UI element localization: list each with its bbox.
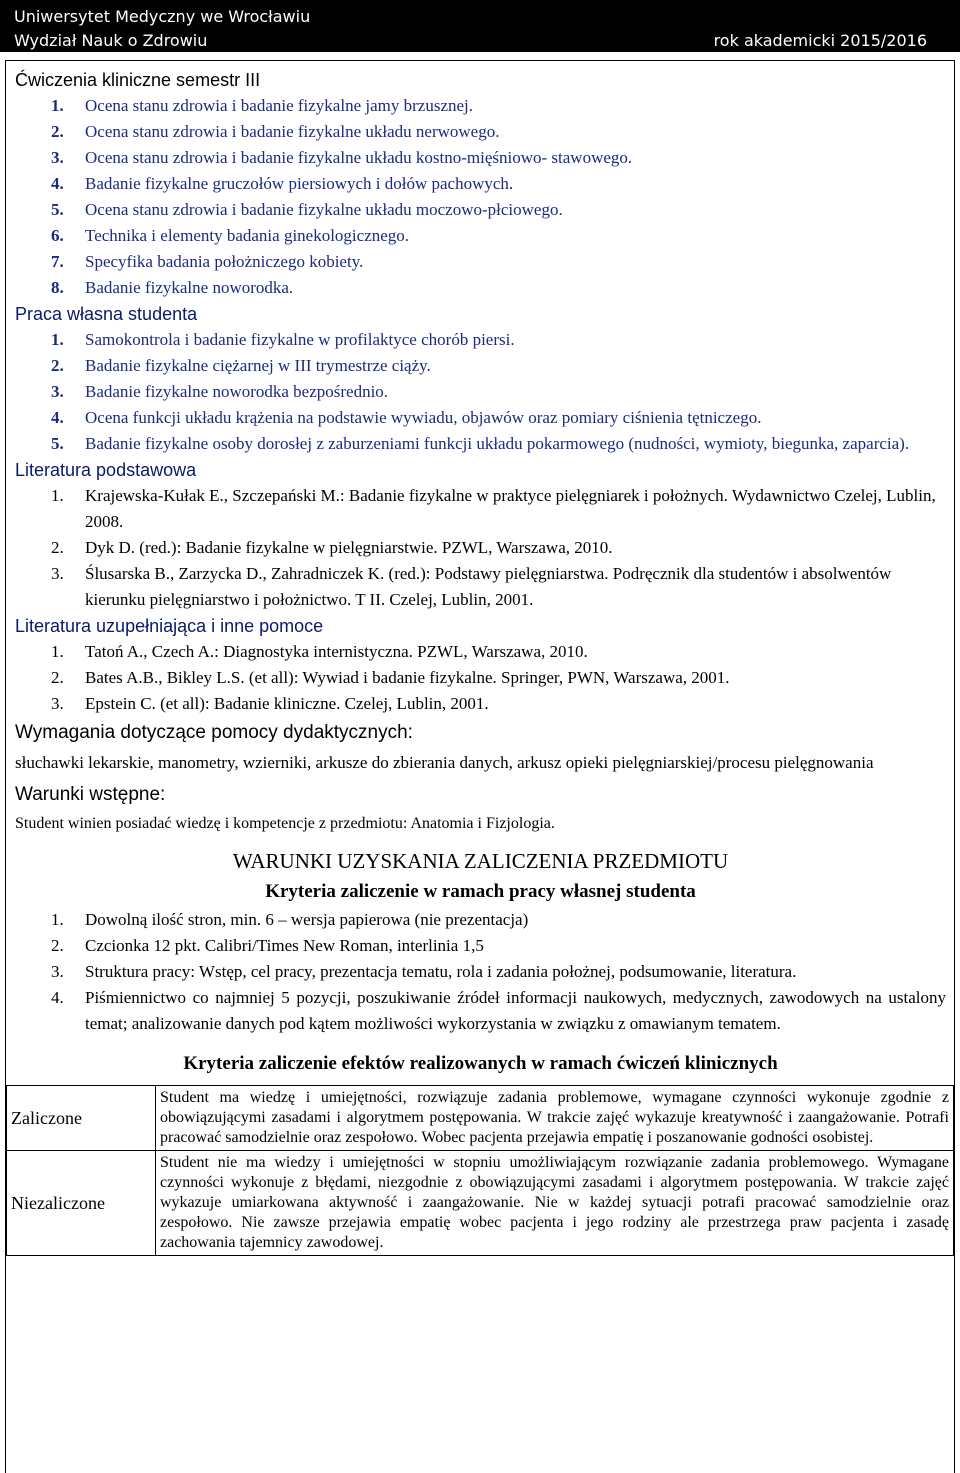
list-item: 1. Ocena stanu zdrowia i badanie fizykalne jamy brzusznej. [51,96,474,115]
list-item: 1. Samokontrola i badanie fizykalne w profilaktyce chorób piersi. [51,330,515,349]
list-item: 2. Badanie fizykalne ciężarnej w III trymestrze ciąży. [51,356,431,375]
table-row [7,1086,954,1151]
list-item: 7. Specyfika badania położniczego kobiety. [51,252,364,271]
list-item: 2. Dyk D. (red.): Badanie fizykalne w pielęgniarstwie. PZWL, Warszawa, 2010. [51,538,613,557]
own-work-title: Praca własna studenta [15,304,198,324]
grade-label: Niezaliczone [7,1151,156,1256]
content-inner [11,67,949,1325]
list-item: 4. Ocena funkcji układu krążenia na podstawie wywiadu, objawów oraz pomiary ciśnienia tętniczego. [51,408,762,427]
list-item: 4. Piśmiennictwo co najmniej 5 pozycji, poszukiwanie źródeł informacji naukowych, medycznych, zawodowych na ustalony temat; analizowanie danych pod kątem możliwości wykorzystania w związku z omawianym tematem. [51,988,946,1033]
list-item: 8. Badanie fizykalne noworodka. [51,278,294,297]
grade-description: Student ma wiedzę i umiejętności, rozwiązuje zadania problemowe, wymagane czynności wykonuje zgodnie z obowiązującymi zasadami i algorytmem postępowania. W trakcie zajęć wykazuje kreatywność i zaangażowanie. Potrafi pracować samodzielnie oraz zespołowo. Wobec pacjenta przejawia empatię i poszanowanie godności osobistej. [156,1086,954,1151]
document-header [0,0,960,52]
list-item: 2. Czcionka 12 pkt. Calibri/Times New Roman, interlinia 1,5 [51,936,484,955]
faculty-name: Wydział Nauk o Zdrowiu [14,31,208,50]
aids-text: słuchawki lekarskie, manometry, wzierniki, arkusze do zbierania danych, arkusz opieki pielęgniarskiej/procesu pielęgnowania [15,753,874,772]
literature-extra-list [15,639,946,717]
university-name: Uniwersytet Medyczny we Wrocławiu [14,7,311,26]
prereq-text: Student winien posiadać wiedzę i kompetencje z przedmiotu: Anatomia i Fizjologia. [15,815,555,832]
grade-description: Student nie ma wiedzy i umiejętności w stopniu umożliwiającym rozwiązanie zadania problemowego. Wymagane czynności wykonuje z błędami, niezgodnie z obowiązującymi zasadami i algorytmem postępowania. W trakcie zajęć wykazuje umiarkowana aktywność i zaangażowanie. Nie w każdej sytuacji potrafi pracować samodzielnie oraz zespołowo. Nie zawsze przejawia empatię wobec pacjenta i jego rodziny ale przestrzega praw pacjenta i zasadę zachowania tajemnicy zawodowej. [156,1151,954,1256]
clinical-title: Ćwiczenia kliniczne semestr III [15,70,261,90]
own-work-criteria-title: Kryteria zaliczenie w ramach pracy własnej studenta [265,881,696,902]
prereq-title: Warunki wstępne: [15,784,166,805]
literature-extra-title: Literatura uzupełniająca i inne pomoce [15,616,324,636]
list-item: 3. Ślusarska B., Zarzycka D., Zahradniczek K. (red.): Podstawy pielęgniarstwa. Podręcznik dla studentów i absolwentów kierunku pielęgniarstwo i położnictwo. T II. Czelej, Lublin, 2001. [51,564,892,609]
list-item: 5. Ocena stanu zdrowia i badanie fizykalne układu moczowo-płciowego. [51,200,563,219]
list-item: 1. Krajewska-Kułak E., Szczepański M.: Badanie fizykalne w praktyce pielęgniarek i położnych. Wydawnictwo Czelej, Lublin, 2008. [51,486,936,531]
list-item: 1. Dowolną ilość stron, min. 6 – wersja papierowa (nie prezentacja) [51,910,529,929]
criteria-table [6,1085,954,1256]
literature-basic-list [15,483,946,613]
list-item: 3. Ocena stanu zdrowia i badanie fizykalne układu kostno-mięśniowo- stawowego. [51,148,633,167]
list-item: 2. Ocena stanu zdrowia i badanie fizykalne układu nerwowego. [51,122,500,141]
grade-label: Zaliczone [7,1086,156,1151]
list-item: 4. Badanie fizykalne gruczołów piersiowych i dołów pachowych. [51,174,514,193]
clinical-list [15,93,946,301]
own-work-criteria-list [15,907,946,1037]
list-item: 3. Struktura pracy: Wstęp, cel pracy, prezentacja tematu, rola i zadania położnej, podsumowanie, literatura. [51,962,797,981]
academic-year: rok akademicki 2015/2016 [713,31,927,50]
table-row [7,1151,954,1256]
list-item: 5. Badanie fizykalne osoby dorosłej z zaburzeniami funkcji układu pokarmowego (nudności, wymioty, biegunka, zaparcia). [51,434,910,453]
list-item: 2. Bates A.B., Bikley L.S. (et all): Wywiad i badanie fizykalne. Springer, PWN, Warszawa, 2001. [51,668,730,687]
list-item: 3. Epstein C. (et all): Badanie kliniczne. Czelej, Lublin, 2001. [51,694,489,713]
list-item: 6. Technika i elementy badania ginekologicznego. [51,226,410,245]
content-box [5,60,955,1473]
own-work-list [15,327,946,457]
list-item: 1. Tatoń A., Czech A.: Diagnostyka internistyczna. PZWL, Warszawa, 2010. [51,642,588,661]
conditions-title: WARUNKI UZYSKANIA ZALICZENIA PRZEDMIOTU [232,849,729,873]
literature-basic-title: Literatura podstawowa [15,460,197,480]
criteria-table-wrap [11,1085,949,1325]
list-item: 3. Badanie fizykalne noworodka bezpośrednio. [51,382,389,401]
clinical-criteria-title: Kryteria zaliczenie efektów realizowanych w ramach ćwiczeń klinicznych [183,1053,778,1074]
aids-title: Wymagania dotyczące pomocy dydaktycznych: [15,722,413,743]
